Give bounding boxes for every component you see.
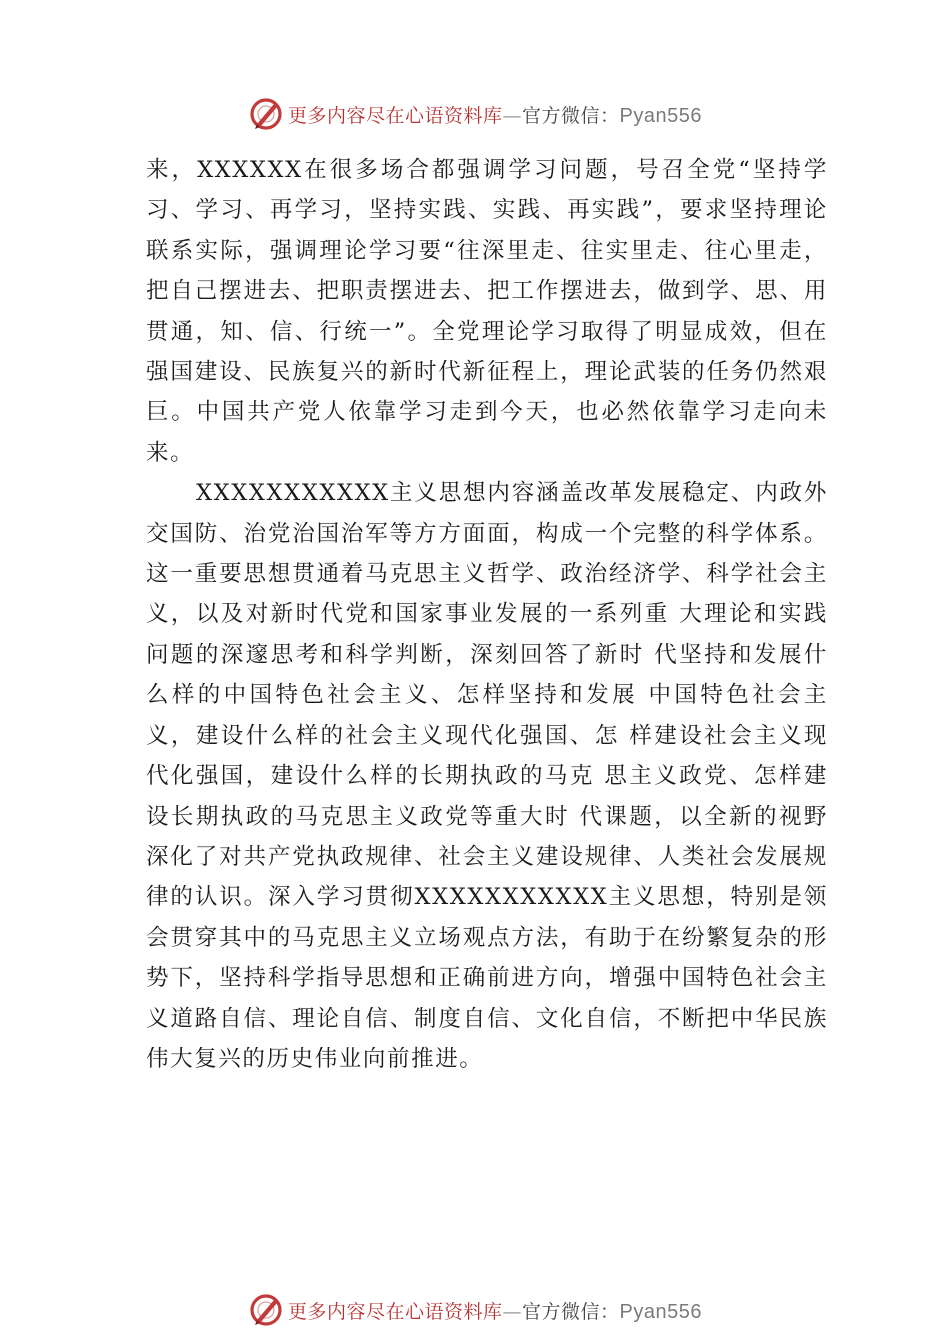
footer-brand-text: 更多内容尽在心语资料库: [288, 1300, 503, 1323]
footer-wechat-label: 官方微信：: [522, 1300, 620, 1323]
pen-seal-logo-icon: [248, 1292, 284, 1328]
footer-wechat-id: Pyan556: [619, 1300, 702, 1323]
footer-banner-text: [288, 1297, 702, 1324]
header-separator: —: [502, 104, 523, 127]
header-wechat-id: Pyan556: [619, 104, 702, 127]
header-banner-inner: [248, 96, 702, 132]
header-banner: [0, 94, 950, 134]
footer-banner: [0, 1290, 950, 1330]
footer-banner-inner: [248, 1292, 702, 1328]
document-body: [146, 150, 828, 1079]
header-wechat-label: 官方微信：: [522, 104, 620, 127]
header-banner-text: [288, 101, 702, 128]
pen-seal-logo-icon: [248, 96, 284, 132]
footer-separator: —: [502, 1300, 523, 1323]
paragraph-2: XXXXXXXXXXX主义思想内容涵盖改革发展稳定、内政外交国防、治党治国治军等方方面面，构成一个完整的科学体系。这一重要思想贯通着马克思主义哲学、政治经济学、科学社会主义，以及对新时代党和国家事业发展的一系列重 大理论和实践问题的深邃思考和科学判断，深刻回答了新时 代坚持和发展什么样的中国特色社会主义、怎样坚持和发展 中国特色社会主义，建设什么样的社会主义现代化强国、怎 样建设社会主义现代化强国，建设什么样的长期执政的马克 思主义政党、怎样建设长期执政的马克思主义政党等重大时 代课题，以全新的视野深化了对共产党执政规律、社会主义建设规律、人类社会发展规律的认识。深入学习贯彻XXXXXXXXXXX主义思想，特别是领会贯穿其中的马克思主义立场观点方法，有助于在纷繁复杂的形势下，坚持科学指导思想和正确前进方向，增强中国特色社会主义道路自信、理论自信、制度自信、文化自信，不断把中华民族伟大复兴的历史伟业向前推进。: [146, 480, 828, 1072]
header-brand-text: 更多内容尽在心语资料库: [288, 104, 503, 127]
paragraph-1: 来，XXXXXX在很多场合都强调学习问题，号召全党“坚持学习、学习、再学习，坚持实践、实践、再实践”，要求坚持理论联系实际，强调理论学习要“往深里走、往实里走、往心里走，把自己摆进去、把职责摆进去、把工作摆进去，做到学、思、用贯通，知、信、行统一”。全党理论学习取得了明显成效，但在强国建设、民族复兴的新时代新征程上，理论武装的任务仍然艰巨。中国共产党人依靠学习走到今天，也必然依靠学习走向未来。: [146, 157, 828, 466]
